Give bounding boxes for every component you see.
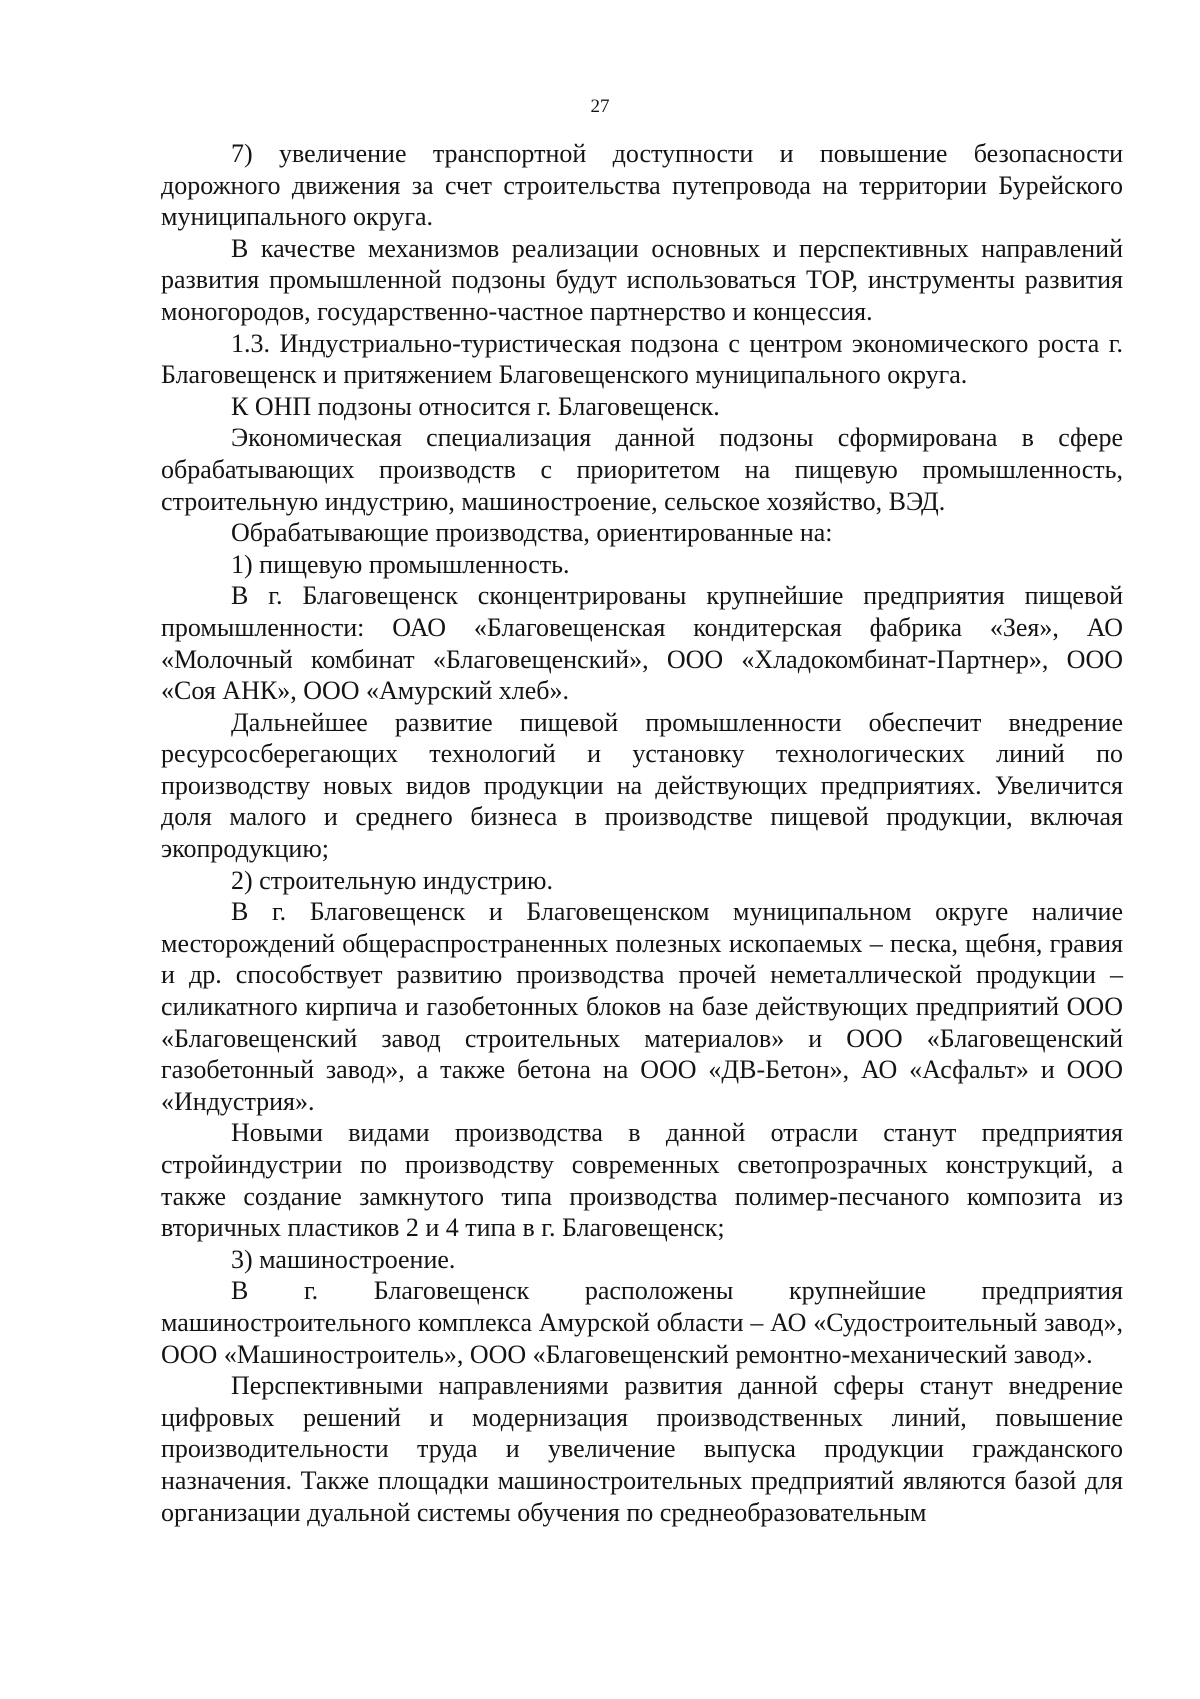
document-body [161, 138, 1123, 1528]
list-item-construction-industry: 2) строительную индустрию. [231, 865, 553, 895]
paragraph-onp: К ОНП подзоны относится г. Благовещенск. [231, 391, 720, 421]
paragraph-implementation-mechanisms: В качестве механизмов реализации основных и перспективных направлений развития промышленной подзоны будут использоваться ТОР, инструменты развития моногородов, государственно-частное партнерство и концессия. [161, 233, 1123, 326]
paragraph-road-transport: 7) увеличение транспортной доступности и повышение безопасности дорожного движения за счет строительства путепровода на территории Бурейского муниципального округа. [161, 139, 1123, 232]
page-number: 27 [590, 96, 610, 117]
paragraph-construction-new: Новыми видами производства в данной отрасли станут предприятия стройиндустрии по производству современных светопрозрачных конструкций, а также создание замкнутого типа производства полимер-песчаного композита из вторичных пластиков 2 и 4 типа в г. Благовещенск; [161, 1118, 1123, 1243]
paragraph-food-development: Дальнейшее развитие пищевой промышленности обеспечит внедрение ресурсосберегающих технологий и установку технологических линий по производству новых видов продукции на действующих предприятиях. Увеличится доля малого и среднего бизнеса в производстве пищевой продукции, включая экопродукцию; [161, 707, 1123, 864]
paragraph-specialization: Экономическая специализация данной подзоны сформирована в сфере обрабатывающих производств с приоритетом на пищевую промышленность, строительную индустрию, машиностроение, сельское хозяйство, ВЭД. [161, 423, 1123, 516]
paragraph-machine-enterprises: В г. Благовещенск расположены крупнейшие предприятия машиностроительного комплекса Амурской области – АО «Судостроительный завод», ООО «Машиностроитель», ООО «Благовещенский ремонтно-механический завод». [161, 1276, 1123, 1369]
paragraph-machine-prospects: Перспективными направлениями развития данной сферы станут внедрение цифровых решений и модернизация производственных линий, повышение производительности труда и увеличение выпуска продукции гражданского назначения. Также площадки машиностроительных предприятий являются базой для организации дуальной системы обучения по среднеобразовательным [161, 1371, 1123, 1527]
paragraph-food-enterprises: В г. Благовещенск сконцентрированы крупнейшие предприятия пищевой промышленности: ОАО «Благовещенская кондитерская фабрика «Зея», АО «Молочный комбинат «Благовещенский», ООО «Хладокомбинат-Партнер», ООО «Соя АНК», ООО «Амурский хлеб». [161, 581, 1123, 706]
paragraph-construction-deposits: В г. Благовещенск и Благовещенском муниципальном округе наличие месторождений общераспространенных полезных ископаемых – песка, щебня, гравия и др. способствует развитию производства прочей неметаллической продукции – силикатного кирпича и газобетонных блоков на базе действующих предприятий ООО «Благовещенский завод строительных материалов» и ООО «Благовещенский газобетонный завод», а также бетона на ООО «ДВ-Бетон», АО «Асфальт» и ООО «Индустрия». [161, 897, 1123, 1116]
paragraph-subzone-heading: 1.3. Индустриально-туристическая подзона с центром экономического роста г. Благовещенск и притяжением Благовещенского муниципального округа. [161, 328, 1123, 390]
list-item-food-industry: 1) пищевую промышленность. [231, 549, 570, 579]
paragraph-manufacturing-intro: Обрабатывающие производства, ориентированные на: [231, 518, 833, 548]
list-item-machine-building: 3) машиностроение. [231, 1244, 456, 1274]
